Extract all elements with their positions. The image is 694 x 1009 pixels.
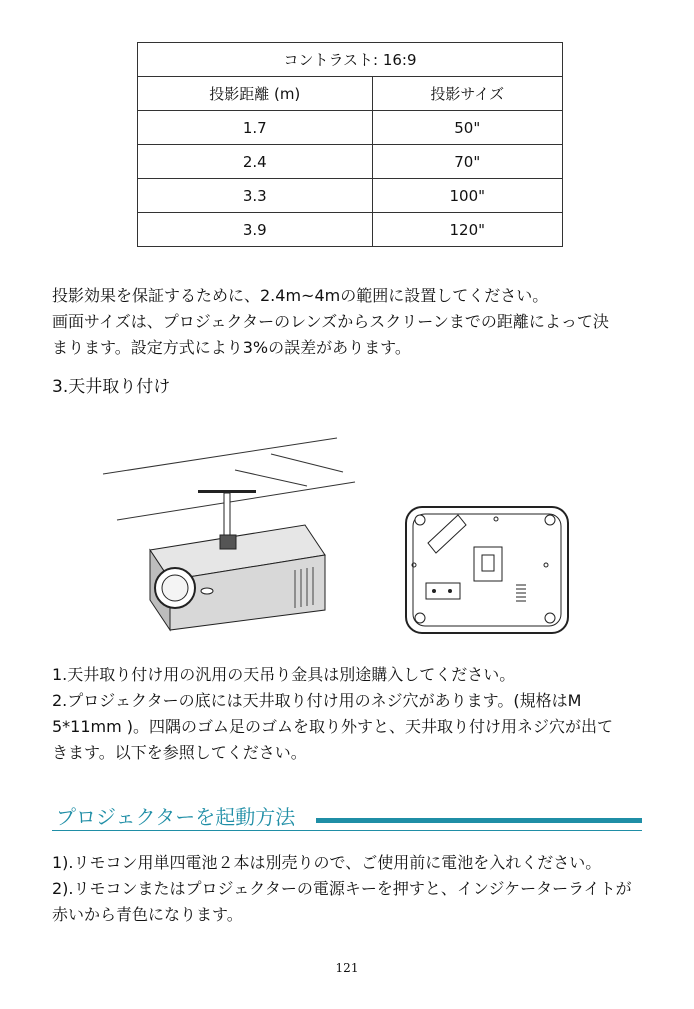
cell-size: 70"	[372, 145, 563, 179]
intro-line: まります。設定方式により3%の誤差があります。	[52, 338, 411, 357]
startup-section-title: プロジェクターを起動方法	[56, 805, 296, 829]
ceiling-note: 1.天井取り付け用の汎用の天吊り金具は別途購入してください。	[52, 665, 516, 684]
startup-step: 2).リモコンまたはプロジェクターの電源キーを押すと、インジケーターライトが	[52, 879, 632, 898]
header-size: 投影サイズ	[372, 77, 563, 111]
throw-distance-table	[137, 42, 563, 247]
cell-distance: 2.4	[138, 145, 373, 179]
ceiling-notes	[52, 662, 652, 766]
cell-distance: 3.9	[138, 213, 373, 247]
startup-step: 1).リモコン用単四電池２本は別売りので、ご使用前に電池を入れください。	[52, 853, 602, 872]
table-caption: コントラスト: 16:9	[138, 43, 563, 77]
table-row	[138, 111, 563, 145]
cell-size: 50"	[372, 111, 563, 145]
table-header-row	[138, 77, 563, 111]
header-distance: 投影距離 (m)	[138, 77, 373, 111]
projector-bottom-illustration	[404, 505, 570, 635]
cell-distance: 3.3	[138, 179, 373, 213]
table-row	[138, 213, 563, 247]
table-row	[138, 145, 563, 179]
intro-line: 画面サイズは、プロジェクターのレンズからスクリーンまでの距離によって決	[52, 312, 609, 331]
cell-size: 120"	[372, 213, 563, 247]
cell-size: 100"	[372, 179, 563, 213]
ceiling-note: 2.プロジェクターの底には天井取り付け用のネジ穴があります。(規格はM	[52, 691, 582, 710]
ceiling-mount-illustration	[95, 430, 365, 640]
startup-steps	[52, 850, 652, 928]
intro-line: 投影効果を保証するために、2.4m~4mの範囲に設置してください。	[52, 286, 549, 305]
page-number: 121	[335, 961, 359, 975]
section-title-bar	[316, 818, 642, 823]
startup-step: 赤いから青色になります。	[52, 905, 243, 924]
ceiling-heading: 3.天井取り付け	[52, 377, 171, 397]
cell-distance: 1.7	[138, 111, 373, 145]
table-row	[138, 179, 563, 213]
ceiling-note: きます。以下を参照してください。	[52, 743, 307, 762]
ceiling-note: 5*11mm )。四隅のゴム足のゴムを取り外すと、天井取り付け用ネジ穴が出て	[52, 717, 614, 736]
section-title-rule	[52, 830, 642, 831]
intro-paragraph	[52, 283, 652, 361]
